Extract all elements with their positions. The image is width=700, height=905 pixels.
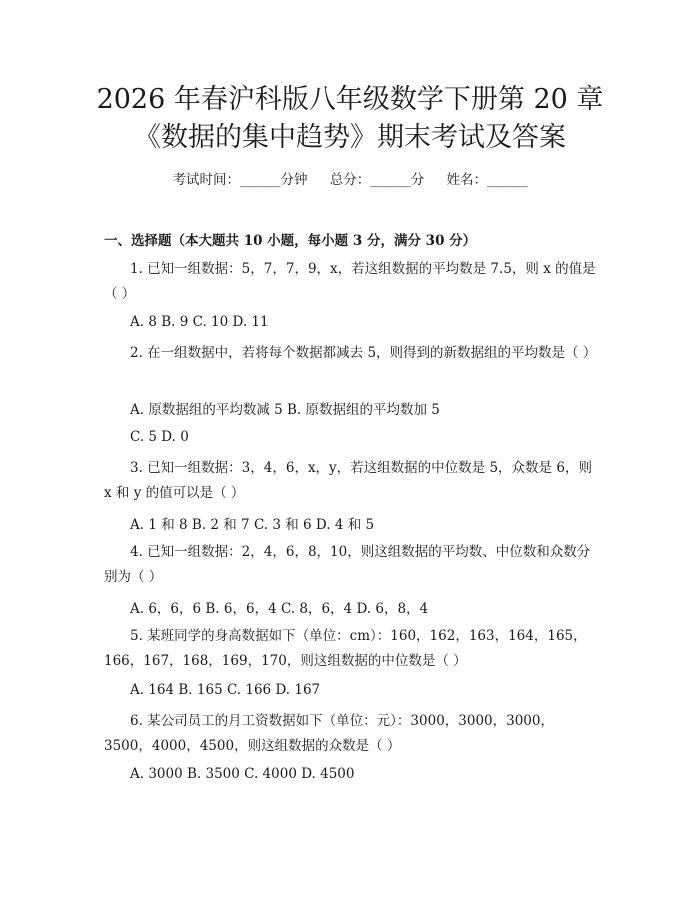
question-5-options: A. 164 B. 165 C. 166 D. 167	[130, 682, 321, 698]
question-5: 5. 某班同学的身高数据如下（单位：cm）：160，162，163，164，165，166，167，168，169，170，则这组数据的中位数是（ ）	[104, 628, 587, 669]
question-6: 6. 某公司员工的月工资数据如下（单位：元）：3000，3000，3000，3500，4000，4500，则这组数据的众数是（ ）	[104, 713, 554, 754]
title-line-1: 2026 年春沪科版八年级数学下册第 20 章	[96, 84, 604, 115]
student-name: 姓名：______	[446, 172, 528, 188]
question-3: 3. 已知一组数据：3，4，6，x，y，若这组数据的中位数是 5，众数是 6，则 x 和 y 的值可以是（ ）	[104, 460, 592, 501]
question-2-options-line-2: C. 5 D. 0	[130, 429, 189, 445]
exam-time: 考试时间：______分钟	[172, 172, 308, 188]
total-score: 总分：______分	[329, 172, 425, 188]
exam-meta	[0, 168, 700, 188]
question-3-options: A. 1 和 8 B. 2 和 7 C. 3 和 6 D. 4 和 5	[130, 517, 375, 533]
section-heading: 一、选择题（本大题共 10 小题，每小题 3 分，满分 30 分）	[104, 233, 477, 249]
question-2-options-line-1: A. 原数据组的平均数减 5 B. 原数据组的平均数加 5	[130, 402, 440, 418]
question-1-options: A. 8 B. 9 C. 10 D. 11	[130, 314, 269, 330]
title-line-2: 《数据的集中趋势》期末考试及答案	[134, 122, 566, 153]
question-2: 2. 在一组数据中，若将每个数据都减去 5，则得到的新数据组的平均数是（ ）	[130, 345, 597, 361]
question-4: 4. 已知一组数据：2，4，6，8，10，则这组数据的平均数、中位数和众数分别为（ ）	[104, 544, 591, 585]
question-6-options: A. 3000 B. 3500 C. 4000 D. 4500	[130, 766, 355, 782]
question-1: 1. 已知一组数据：5，7，7，9，x，若这组数据的平均数是 7.5，则 x 的值是（ ）	[104, 261, 596, 302]
question-4-options: A. 6，6，6 B. 6，6，4 C. 8，6，4 D. 6，8，4	[130, 601, 429, 617]
